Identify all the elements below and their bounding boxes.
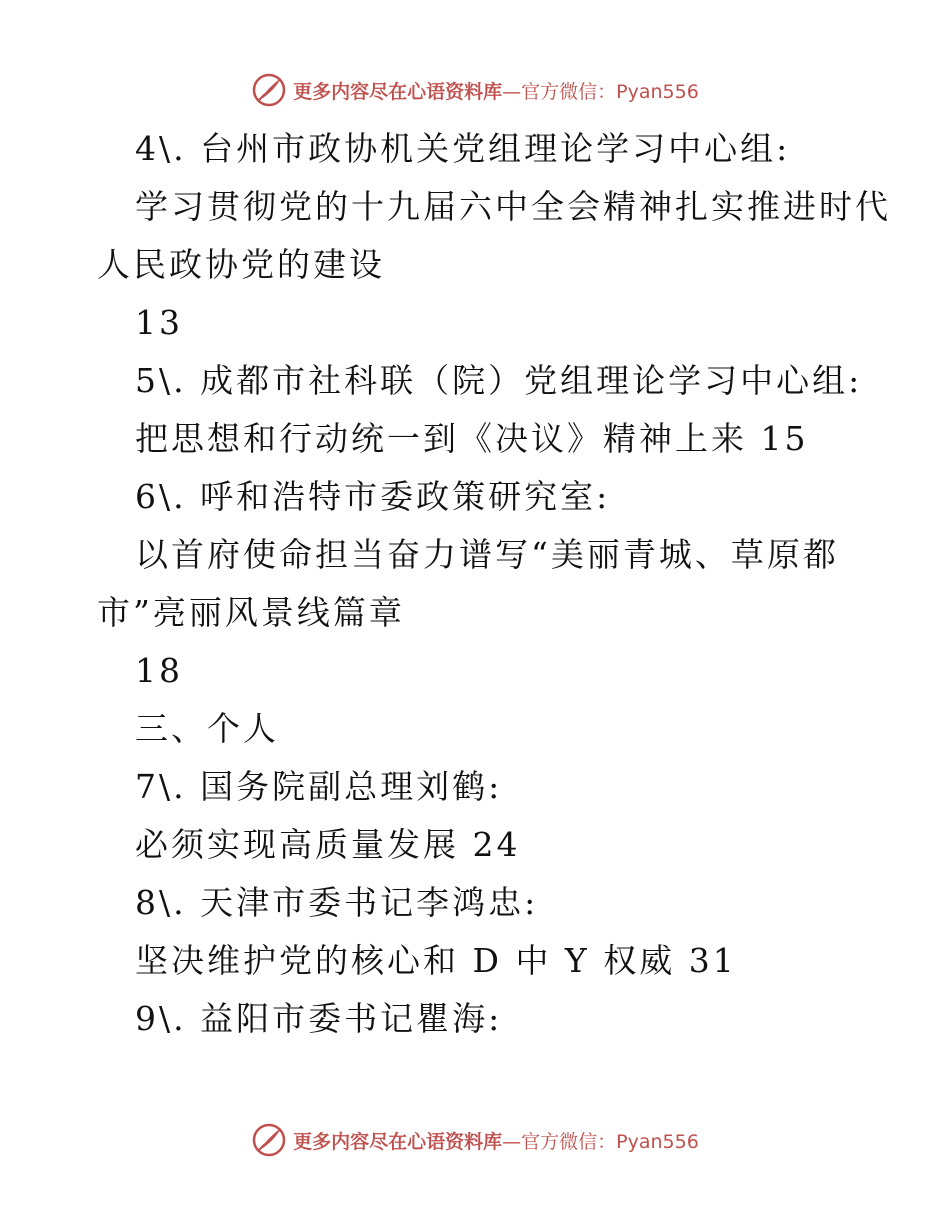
toc-entry-title: 7\. 国务院副总理刘鹤: [135,767,503,806]
toc-page-number: 18 [135,651,183,690]
toc-entry-title: 8\. 天津市委书记李鸿忠: [135,883,539,922]
watermark-contact: 官方微信：Pyan556 [521,80,699,103]
toc-page-number: 13 [135,303,183,342]
watermark-contact: 官方微信：Pyan556 [521,1130,699,1153]
watermark-footer [0,1118,950,1162]
toc-entry-subtitle: 以首府使命担当奋力谱写“美丽青城、草原都 [135,535,839,574]
toc-entry-subtitle-cont: 市”亮丽风景线篇章 [97,593,405,632]
toc-entry-subtitle: 把思想和行动统一到《决议》精神上来 15 [135,419,809,458]
watermark-separator: — [502,1130,522,1153]
watermark-header [0,68,950,112]
toc-entry-title: 5\. 成都市社科联（院）党组理论学习中心组: [135,361,863,400]
watermark-separator: — [502,80,522,103]
toc-entry-subtitle: 坚决维护党的核心和 D 中 Y 权威 31 [135,941,737,980]
feather-logo-icon [251,1122,287,1158]
toc-entry-subtitle: 学习贯彻党的十九届六中全会精神扎实推进时代 [135,187,891,226]
watermark-text [293,77,699,104]
toc-entry-subtitle-cont: 人民政协党的建设 [97,245,385,284]
toc-entry-title: 9\. 益阳市委书记瞿海: [135,999,503,1038]
watermark-text [293,1127,699,1154]
toc-section-heading: 三、个人 [135,709,279,748]
toc-entry-title: 6\. 呼和浩特市委政策研究室: [135,477,611,516]
toc-entry-title: 4\. 台州市政协机关党组理论学习中心组: [135,129,791,168]
watermark-brand: 更多内容尽在心语资料库 [293,1130,503,1153]
watermark-brand: 更多内容尽在心语资料库 [293,80,503,103]
toc-entry-subtitle: 必须实现高质量发展 24 [135,825,521,864]
feather-logo-icon [251,72,287,108]
